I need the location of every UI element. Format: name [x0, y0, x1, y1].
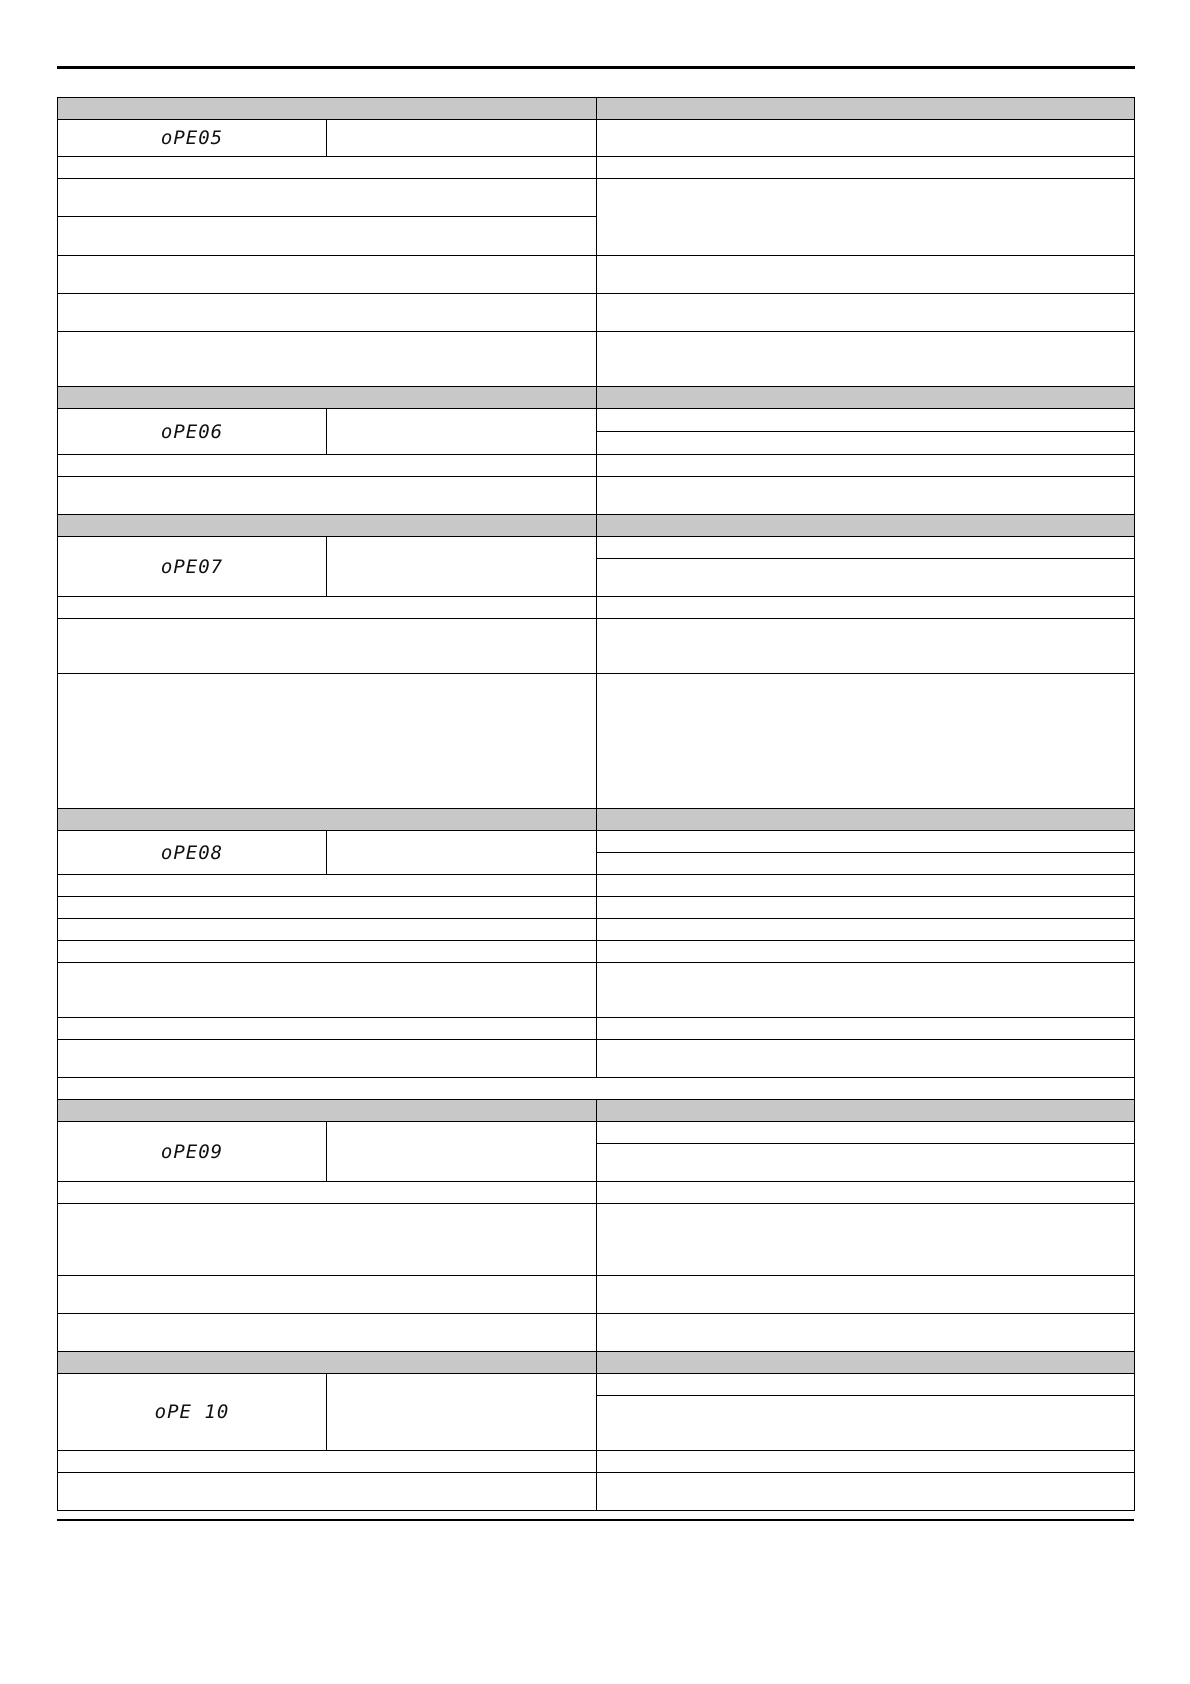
table-header-row — [58, 515, 1135, 537]
table-row — [58, 1451, 1135, 1473]
table-row — [58, 619, 1135, 674]
table-row — [58, 409, 1135, 432]
table-row — [58, 1314, 1135, 1352]
table-row — [58, 897, 1135, 919]
table-row — [58, 597, 1135, 619]
table-row — [58, 455, 1135, 477]
table-row — [58, 919, 1135, 941]
table-row — [58, 875, 1135, 897]
table-row — [58, 157, 1135, 179]
fault-code-ope09: oPE09 — [58, 1122, 327, 1182]
table-row — [58, 1182, 1135, 1204]
table-note-row — [58, 1078, 1135, 1100]
fault-table — [57, 97, 1135, 1511]
table-row — [58, 674, 1135, 809]
table-header-row — [58, 809, 1135, 831]
table-row — [58, 537, 1135, 559]
table-bottom-rule — [57, 1519, 1134, 1521]
table-row — [58, 1040, 1135, 1078]
table-row — [58, 120, 1135, 157]
table-row — [58, 294, 1135, 332]
table-row — [58, 477, 1135, 515]
fault-code-ope07: oPE07 — [58, 537, 327, 597]
table-row — [58, 831, 1135, 853]
table-row — [58, 179, 1135, 217]
table-row — [58, 256, 1135, 294]
header-rule — [57, 66, 1135, 69]
table-header-row — [58, 1100, 1135, 1122]
table-header-row — [58, 387, 1135, 409]
fault-code-ope10: oPE 10 — [58, 1374, 327, 1451]
table-row — [58, 941, 1135, 963]
table-row — [58, 1122, 1135, 1144]
fault-code-ope08: oPE08 — [58, 831, 327, 875]
fault-code-ope05: oPE05 — [58, 120, 327, 157]
table-row — [58, 1473, 1135, 1511]
table-row — [58, 1374, 1135, 1396]
table-row — [58, 1204, 1135, 1276]
table-row — [58, 963, 1135, 1018]
table-row — [58, 332, 1135, 387]
table-header-row — [58, 1352, 1135, 1374]
table-header-row — [58, 98, 1135, 120]
fault-code-ope06: oPE06 — [58, 409, 327, 455]
table-row — [58, 1018, 1135, 1040]
table-row — [58, 1276, 1135, 1314]
